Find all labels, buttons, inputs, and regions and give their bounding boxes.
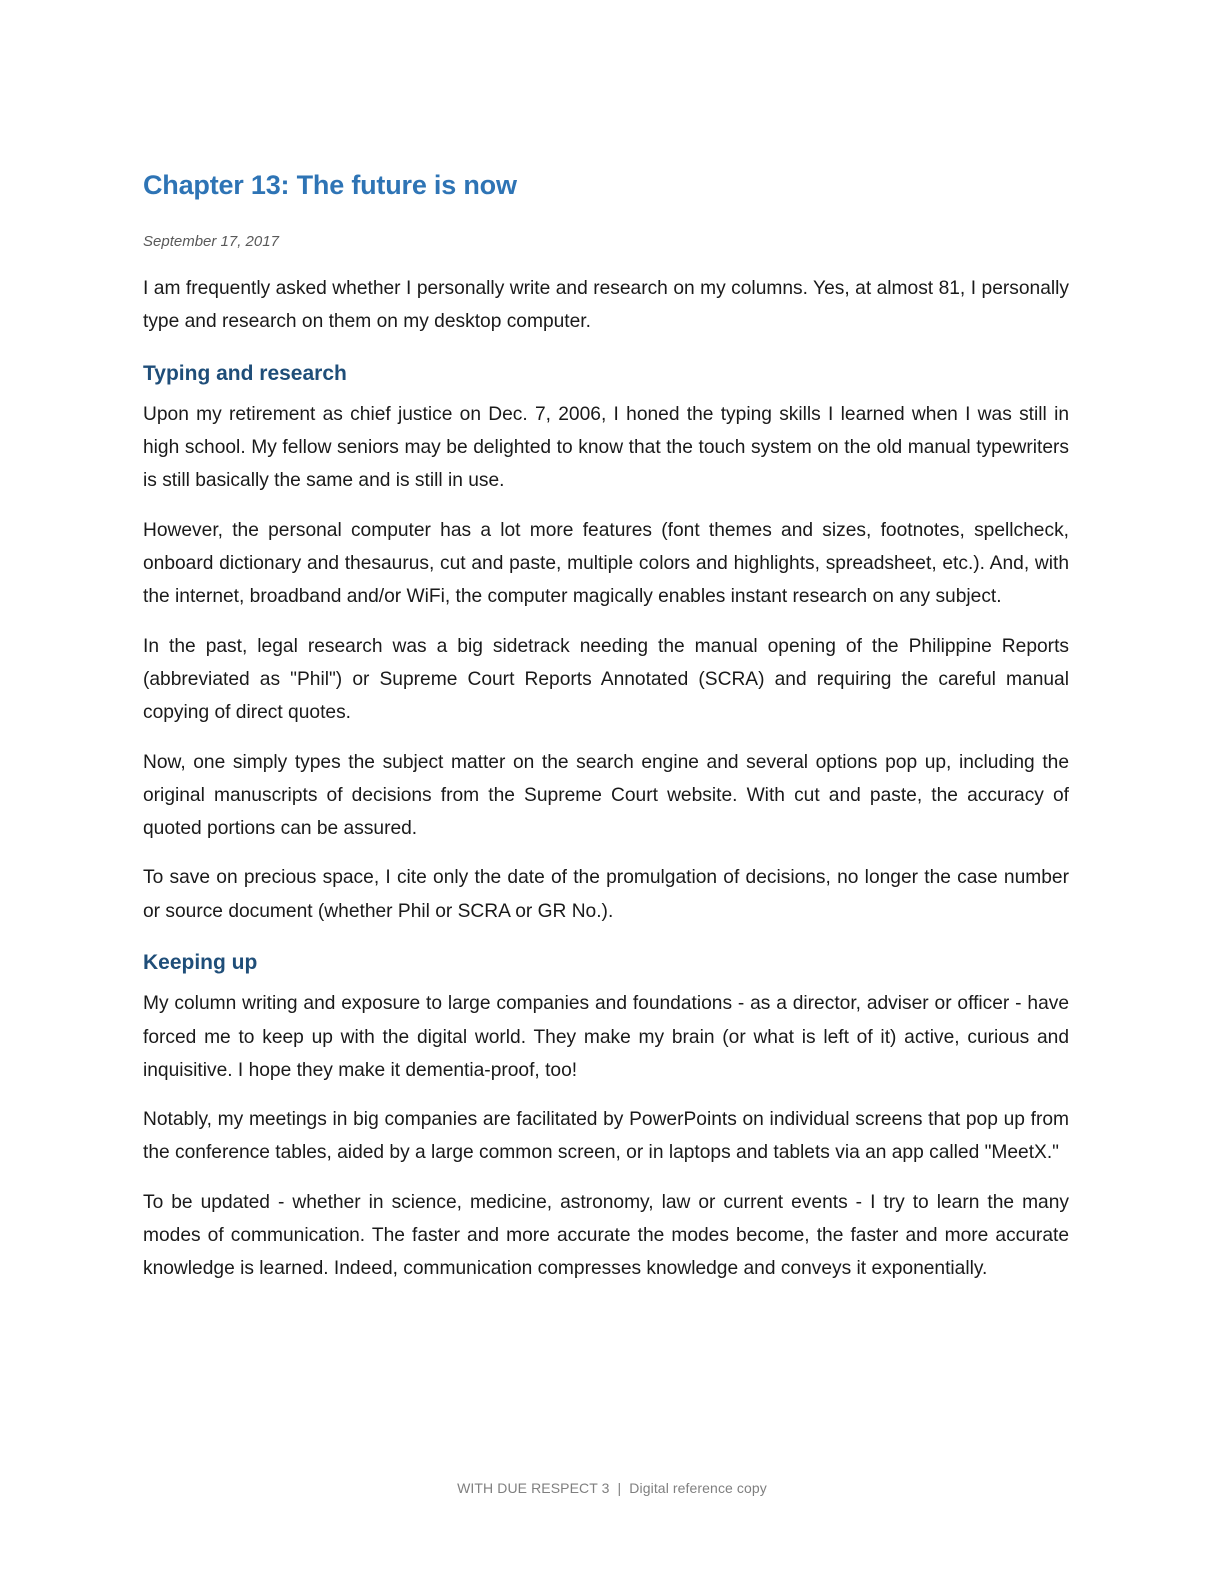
intro-paragraph: I am frequently asked whether I personally write and research on my columns. Yes, at almost 81, I personally type and research on them on my desktop computer. bbox=[143, 278, 1069, 333]
paragraph: Notably, my meetings in big companies are facilitated by PowerPoints on individual screens that pop up from the conference tables, aided by a large common screen, or in laptops and tablets via an app called "MeetX." bbox=[143, 1109, 1069, 1164]
footer-copy-label: Digital reference copy bbox=[629, 1480, 767, 1496]
chapter-title: Chapter 13: The future is now bbox=[143, 170, 517, 200]
paragraph: In the past, legal research was a big sidetrack needing the manual opening of the Philippine Reports (abbreviated as "Phil") or Supreme Court Reports Annotated (SCRA) and requiring the careful manual copying of direct quotes. bbox=[143, 635, 1069, 724]
paragraph: Now, one simply types the subject matter on the search engine and several options pop up, including the original manuscripts of decisions from the Supreme Court website. With cut and paste, the accuracy of quoted portions can be assured. bbox=[143, 751, 1069, 840]
paragraph: To save on precious space, I cite only the date of the promulgation of decisions, no longer the case number or source document (whether Phil or SCRA or GR No.). bbox=[143, 867, 1069, 922]
page-body bbox=[143, 168, 1069, 1302]
section-keeping-up bbox=[143, 950, 1069, 1286]
section-heading: Typing and research bbox=[143, 361, 347, 385]
publication-date: September 17, 2017 bbox=[143, 233, 279, 251]
paragraph: However, the personal computer has a lot more features (font themes and sizes, footnotes, spellcheck, onboard dictionary and thesaurus, cut and paste, multiple colors and highlights, spreadsheet, etc.). And, with the internet, broadband and/or WiFi, the computer magically enables instant research on any subject. bbox=[143, 519, 1069, 608]
footer-book-label: WITH DUE RESPECT 3 bbox=[457, 1480, 610, 1496]
section-heading: Keeping up bbox=[143, 951, 258, 975]
paragraph: To be updated - whether in science, medicine, astronomy, law or current events - I try to learn the many modes of communication. The faster and more accurate the modes become, the faster and more accurate knowledge is learned. Indeed, communication compresses knowledge and conveys it exponentially. bbox=[143, 1191, 1069, 1280]
footer-separator: | bbox=[617, 1480, 622, 1496]
section-typing-and-research bbox=[143, 361, 1069, 928]
paragraph: Upon my retirement as chief justice on Dec. 7, 2006, I honed the typing skills I learned when I was still in high school. My fellow seniors may be delighted to know that the touch system on the old manual typewriters is still basically the same and is still in use. bbox=[143, 403, 1069, 492]
paragraph: My column writing and exposure to large companies and foundations - as a director, adviser or officer - have forced me to keep up with the digital world. They make my brain (or what is left of it) active, curious and inquisitive. I hope they make it dementia-proof, too! bbox=[143, 993, 1069, 1081]
page-footer bbox=[0, 1480, 1224, 1496]
